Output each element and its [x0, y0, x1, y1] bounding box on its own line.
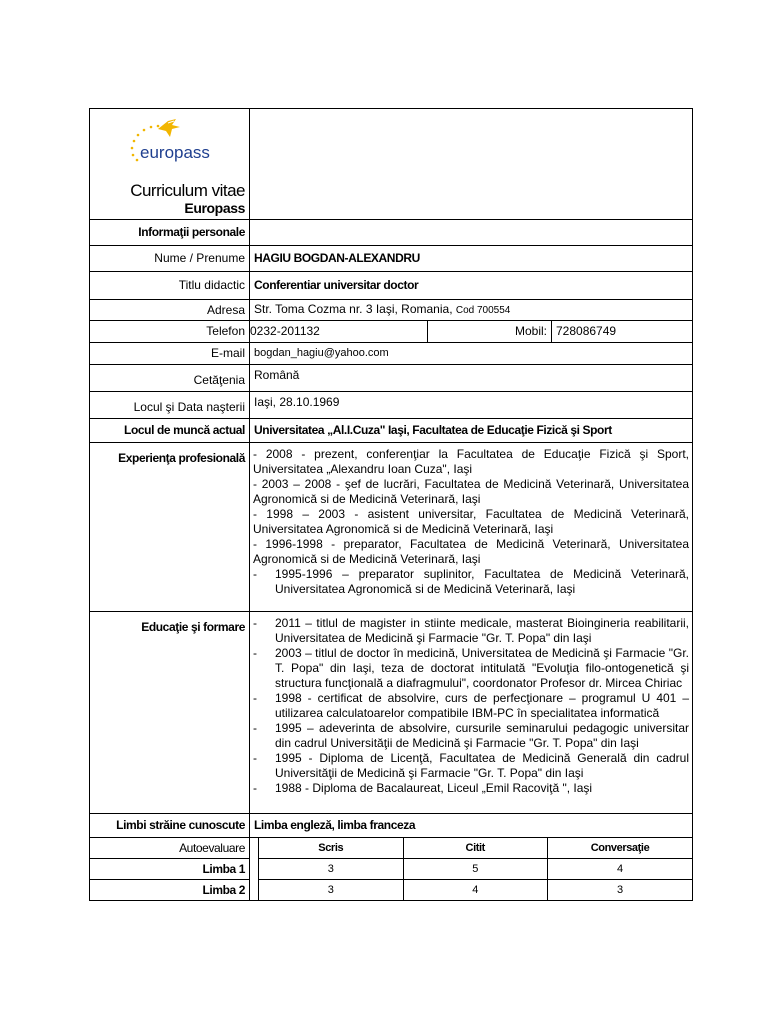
experience-item: - 2003 – 2008 - şef de lucrări, Facultatea de Medicină Veterinară, Universitatea Agronomică si de Medicină Veterinară, Iaşi [253, 477, 690, 506]
language-1-reading: 5 [403, 859, 548, 880]
cv-table [89, 108, 693, 901]
address-text: Str. Toma Cozma nr. 3 Iaşi, Romania, [254, 302, 453, 316]
email-value: bogdan_hagiu@yahoo.com [250, 343, 693, 365]
personal-section-label: Informaţii personale [90, 220, 250, 246]
language-1-label: Limba 1 [90, 859, 249, 880]
experience-item: - 1996-1998 - preparator, Facultatea de Medicină Veterinară, Universitatea Agronomică si de Medicină Veterinară, Iaşi [253, 537, 690, 566]
education-item: - 1995 - Diploma de Licenţă, Facultatea de Medicină Generală din cadrul Universităţii de Medicină şi Farmacie "Gr. T. Popa" din Iaşi [253, 751, 690, 780]
title-value: Conferentiar universitar doctor [250, 272, 693, 300]
email-label: E-mail [90, 343, 250, 365]
education-item: - 2011 – titlul de magister in stiinte medicale, masterat Bioingineria reabilitarii, Universitatea de Medicină şi Farmacie "Gr. T. Popa" din Iaşi [253, 616, 690, 645]
birth-label: Locul şi Data naşterii [90, 392, 250, 419]
education-cell [250, 612, 693, 814]
mobile-label: Mobil: [428, 321, 552, 343]
experience-item: - 2008 - prezent, conferenţiar la Facultatea de Educaţie Fizică şi Sport, Universitatea „Alexandru Ioan Cuza", Iaşi [253, 447, 690, 476]
education-item: - 2003 – titlul de doctor în medicină, Universitatea de Medicină şi Farmacie "Gr. T. Popa" din Iaşi, teza de doctorat intitulată "Evoluţia filo-ontogenetică şi structura funcţională a diafragmului", coordonator Profesor dr. Mircea Chiriac [253, 646, 690, 690]
title-label: Titlu didactic [90, 272, 250, 300]
address-label: Adresa [90, 300, 250, 321]
experience-item: - 1995-1996 – preparator suplinitor, Facultatea de Medicină Veterinară, Universitatea Agronomică si de Medicină Veterinară, Iaşi [253, 567, 690, 596]
phone-value: 0232-201132 [250, 321, 428, 343]
language-grid [258, 838, 692, 900]
self-assessment-label: Autoevaluare [90, 838, 249, 859]
birth-value: Iaşi, 28.10.1969 [250, 392, 693, 419]
education-item: - 1998 - certificat de absolvire, curs de perfecţionare – programul U 401 – utilizarea calculatoarelor compatibile IBM-PC în specialitatea informatică [253, 691, 690, 720]
experience-item: - 1998 – 2003 - asistent universitar, Facultatea de Medicină Veterinară, Universitatea Agronomică si de Medicină Veterinară, Iaşi [253, 507, 690, 536]
citizenship-label: Cetăţenia [90, 365, 250, 392]
address-value [250, 300, 693, 321]
education-label: Educaţie şi formare [90, 612, 250, 814]
svg-text:europass: europass [140, 143, 210, 162]
language-2-reading: 4 [403, 880, 548, 901]
languages-label: Limbi străine cunoscute [90, 814, 250, 838]
col-header-speaking: Conversaţie [548, 838, 693, 859]
header-cell [90, 109, 250, 220]
phone-label: Telefon [90, 321, 250, 343]
europass-logo [128, 115, 218, 165]
name-label: Nume / Prenume [90, 246, 250, 272]
language-1-writing: 3 [259, 859, 404, 880]
language-row-labels [90, 838, 250, 901]
col-header-writing: Scris [259, 838, 404, 859]
education-item: - 1995 – adeverinta de absolvire, cursurile seminarului pedagogic universitar din cadrul Universităţii de Medicină şi Farmacie "Gr. T. Popa" din Iaşi [253, 721, 690, 750]
name-value: HAGIU BOGDAN-ALEXANDRU [250, 246, 693, 272]
experience-label: Experienţa profesională [90, 443, 250, 612]
header-right-cell [250, 109, 693, 220]
workplace-label: Locul de muncă actual [90, 419, 250, 443]
education-item: - 1988 - Diploma de Bacalaureat, Liceul „Emil Racoviţă ", Iaşi [253, 781, 593, 795]
language-grid-cell [250, 838, 693, 901]
col-header-reading: Citit [403, 838, 548, 859]
workplace-value: Universitatea „Al.I.Cuza" Iaşi, Facultatea de Educaţie Fizică şi Sport [250, 419, 693, 443]
cv-title: Curriculum vitae [130, 181, 245, 200]
language-1-speaking: 4 [548, 859, 693, 880]
language-2-speaking: 3 [548, 880, 693, 901]
mobile-value: 728086749 [552, 321, 693, 343]
citizenship-value: Română [250, 365, 693, 392]
languages-value: Limba engleză, limba franceza [250, 814, 693, 838]
cv-subtitle: Europass [184, 200, 245, 216]
language-2-label: Limba 2 [202, 883, 245, 897]
address-code: Cod 700554 [455, 305, 511, 316]
experience-cell [250, 443, 693, 612]
language-2-writing: 3 [259, 880, 404, 901]
